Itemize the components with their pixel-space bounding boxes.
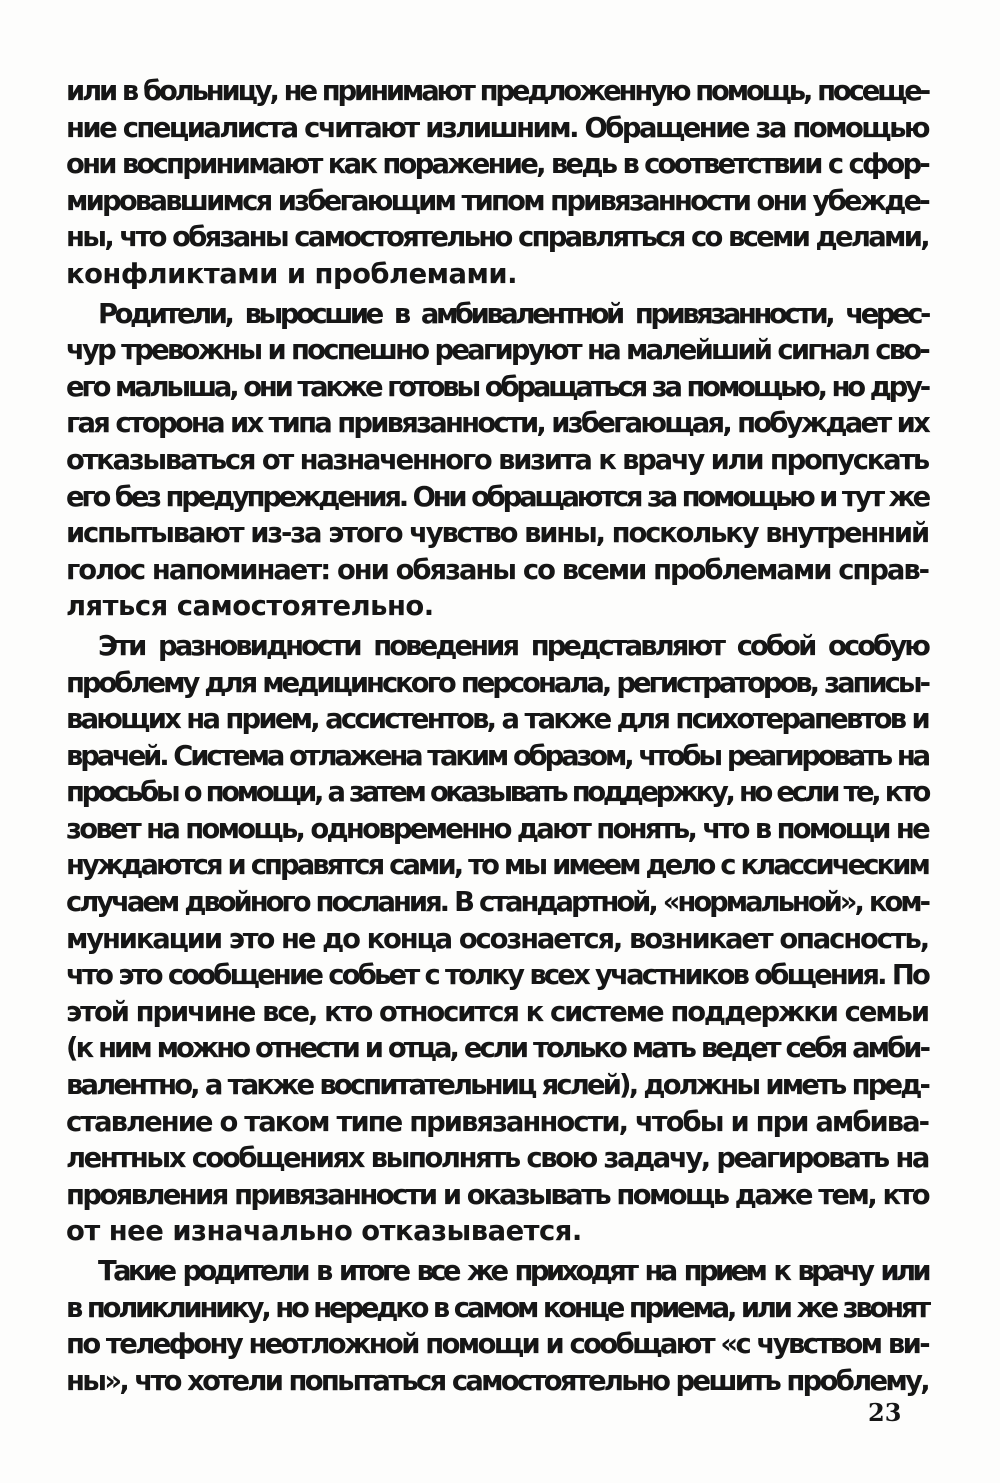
text-line: просьбы о помощи, а затем оказывать поддержку, но если те, кто xyxy=(66,777,928,809)
text-line: этой причине все, кто относится к системе поддержки семьи xyxy=(66,996,928,1028)
text-line: испытывают из-за этого чувство вины, поскольку внутренний xyxy=(66,518,928,550)
text-line: случаем двойного послания. В стандартной, «нормальной», ком- xyxy=(66,887,928,919)
text-line: валентно, а также воспитательниц яслей), должны иметь пред- xyxy=(66,1070,928,1102)
text-line: отказываться от назначенного визита к врачу или пропускать xyxy=(66,444,928,476)
page-number: 23 xyxy=(868,1398,902,1427)
text-line: зовет на помощь, одновременно дают понять, что в помощи не xyxy=(66,813,928,845)
text-line: они воспринимают как поражение, ведь в соответствии с сфор- xyxy=(66,149,928,181)
text-line: что это сообщение собьет с толку всех участников общения. По xyxy=(66,960,928,992)
text-line: Такие родители в итоге все же приходят на прием к врачу или xyxy=(98,1256,928,1287)
text-line: или в больницу, не принимают предложенную помощь, посеще- xyxy=(66,76,928,107)
text-line: ны, что обязаны самостоятельно справляться со всеми делами, xyxy=(66,222,928,254)
text-line: Эти разновидности поведения представляют собой особую xyxy=(98,630,928,662)
text-line: ставление о таком типе привязанности, чтобы и при амбива- xyxy=(66,1106,928,1138)
text-line: муникации это не до конца осознается, возникает опасность, xyxy=(66,923,928,955)
body-text xyxy=(66,74,928,1400)
text-line: мировавшимся избегающим типом привязанности они убежде- xyxy=(66,185,928,217)
text-line: лентных сообщениях выполнять свою задачу, реагировать на xyxy=(66,1143,928,1175)
paragraph xyxy=(66,74,928,294)
text-line: проблему для медицинского персонала, регистраторов, записы- xyxy=(66,667,928,699)
text-line: от нее изначально отказывается. xyxy=(66,1216,582,1248)
paragraph xyxy=(66,629,928,1251)
text-line: его малыша, они также готовы обращаться за помощью, но дру- xyxy=(66,371,928,403)
paragraph xyxy=(66,1254,928,1400)
text-line: ны», что хотели попытаться самостоятельно решить проблему, xyxy=(66,1365,928,1397)
text-line: гая сторона их типа привязанности, избегающая, побуждает их xyxy=(66,408,928,440)
text-line: в поликлинику, но нередко в самом конце приема, или же звонят xyxy=(66,1292,928,1324)
text-line: проявления привязанности и оказывать помощь даже тем, кто xyxy=(66,1179,928,1211)
text-line: чур тревожны и поспешно реагируют на малейший сигнал сво- xyxy=(66,335,928,367)
text-line: по телефону неотложной помощи и сообщают «с чувством ви- xyxy=(66,1329,928,1361)
text-line: его без предупреждения. Они обращаются за помощью и тут же xyxy=(66,481,928,513)
text-line: Родители, выросшие в амбивалентной привязанности, черес- xyxy=(98,298,928,330)
text-line: (к ним можно отнести и отца, если только мать ведет себя амби- xyxy=(66,1033,928,1065)
text-line: нуждаются и справятся сами, то мы имеем дело с классическим xyxy=(66,850,928,882)
text-line: вающих на прием, ассистентов, а также для психотерапевтов и xyxy=(66,704,928,736)
text-line: ние специалиста считают излишним. Обращение за помощью xyxy=(66,112,928,144)
paragraph xyxy=(66,297,928,626)
text-line: голос напоминает: они обязаны со всеми проблемами справ- xyxy=(66,554,928,586)
text-line: ляться самостоятельно. xyxy=(66,591,434,623)
text-line: врачей. Система отлажена таким образом, чтобы реагировать на xyxy=(66,740,928,772)
text-line: конфликтами и проблемами. xyxy=(66,258,518,290)
